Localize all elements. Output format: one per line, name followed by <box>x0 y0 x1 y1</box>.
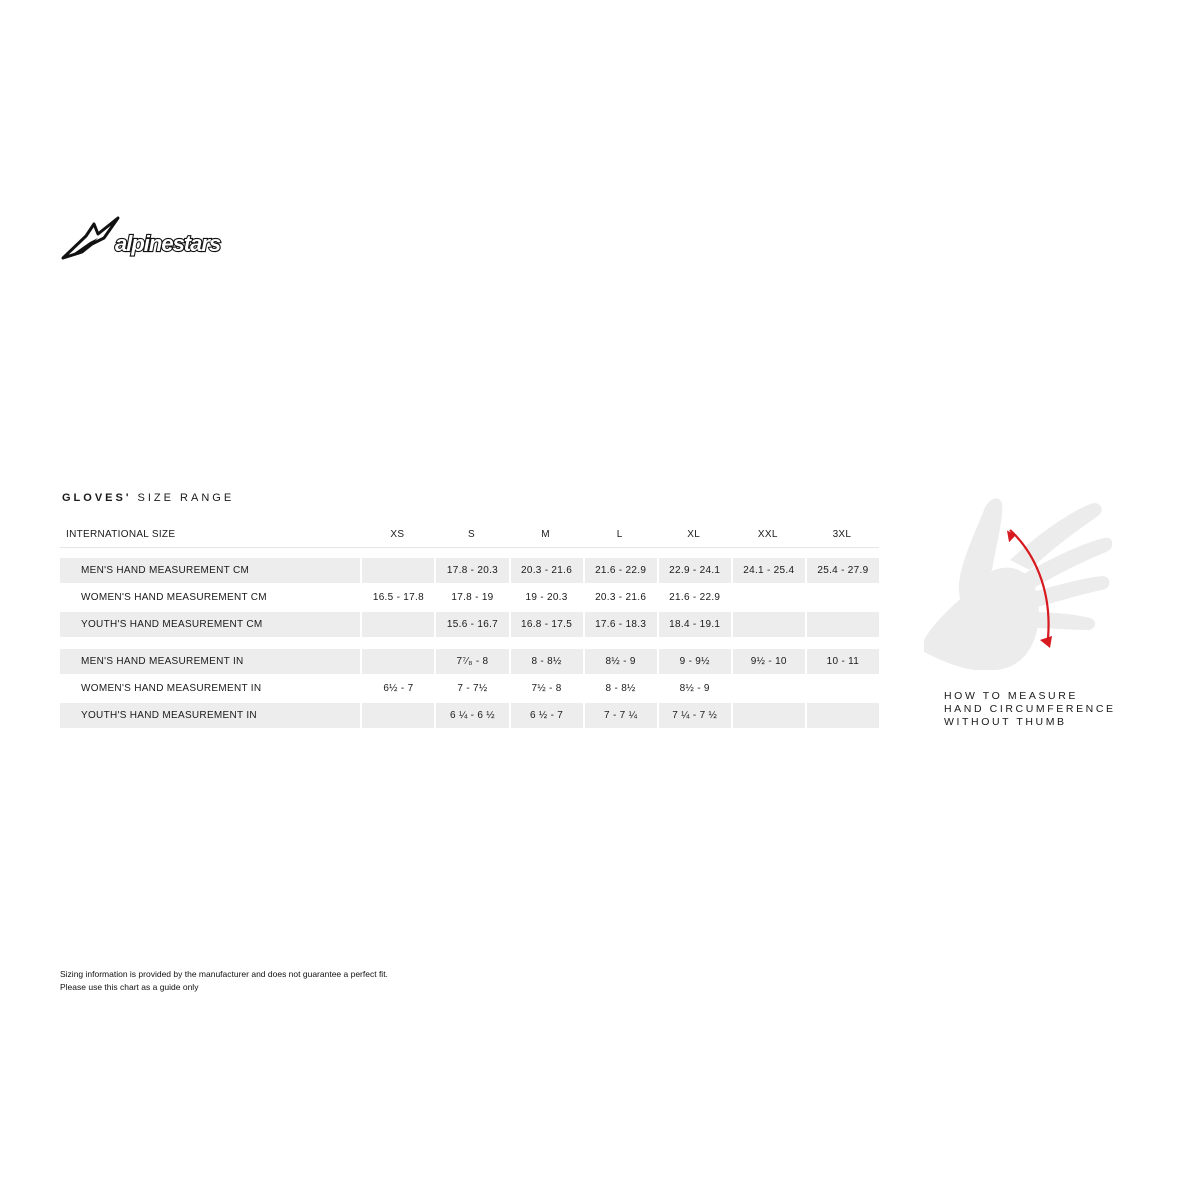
row-label: YOUTH'S HAND MEASUREMENT IN <box>60 703 360 730</box>
row-label: MEN'S HAND MEASUREMENT CM <box>60 558 360 585</box>
table-cell: 10 - 11 <box>805 649 879 676</box>
table-row <box>60 649 879 676</box>
table-cell: 7 ¼ - 7 ½ <box>657 703 731 730</box>
table-cell: 20.3 - 21.6 <box>509 558 583 585</box>
table-cell <box>360 703 434 730</box>
table-cell <box>805 585 879 612</box>
table-row <box>60 585 879 612</box>
col-header: L <box>583 521 657 548</box>
table-cell: 6 ¼ - 6 ½ <box>434 703 508 730</box>
table-cell: 7 - 7½ <box>434 676 508 703</box>
measure-line: WITHOUT THUMB <box>944 716 1067 728</box>
heading-bold: GLOVES' <box>62 492 132 504</box>
col-header: XS <box>360 521 434 548</box>
table-cell: 25.4 - 27.9 <box>805 558 879 585</box>
header-international-size: INTERNATIONAL SIZE <box>60 521 360 548</box>
table-cell <box>360 649 434 676</box>
table-cell <box>731 612 805 639</box>
col-header: M <box>509 521 583 548</box>
hand-illustration-icon <box>922 490 1112 670</box>
col-header: 3XL <box>805 521 879 548</box>
table-cell: 21.6 - 22.9 <box>657 585 731 612</box>
table-cell: 8 - 8½ <box>583 676 657 703</box>
measure-line: HAND CIRCUMFERENCE <box>944 703 1116 715</box>
alpinestars-logo <box>60 214 266 262</box>
table-cell: 6 ½ - 7 <box>509 703 583 730</box>
table-cell: 7½ - 8 <box>509 676 583 703</box>
table-row <box>60 558 879 585</box>
table-cell: 18.4 - 19.1 <box>657 612 731 639</box>
table-cell: 21.6 - 22.9 <box>583 558 657 585</box>
alpinestars-star-icon <box>60 214 266 262</box>
table-cell <box>731 703 805 730</box>
table-cell <box>805 676 879 703</box>
table-cell: 15.6 - 16.7 <box>434 612 508 639</box>
row-label: YOUTH'S HAND MEASUREMENT CM <box>60 612 360 639</box>
table-cell: 17.8 - 20.3 <box>434 558 508 585</box>
table-cell: 9½ - 10 <box>731 649 805 676</box>
table-cell <box>805 612 879 639</box>
brand-wordmark: alpinestars <box>115 231 221 256</box>
table-row <box>60 612 879 639</box>
table-cell: 17.8 - 19 <box>434 585 508 612</box>
hand-illustration <box>922 490 1112 670</box>
table-cell: 9 - 9½ <box>657 649 731 676</box>
spacer-row <box>60 639 879 649</box>
row-label: WOMEN'S HAND MEASUREMENT CM <box>60 585 360 612</box>
col-header: XL <box>657 521 731 548</box>
spacer-row <box>60 548 879 558</box>
table-cell: 8 - 8½ <box>509 649 583 676</box>
row-label: WOMEN'S HAND MEASUREMENT IN <box>60 676 360 703</box>
table-cell <box>731 585 805 612</box>
disclaimer <box>60 968 388 993</box>
table-cell: 6½ - 7 <box>360 676 434 703</box>
measure-line: HOW TO MEASURE <box>944 690 1079 702</box>
table-heading <box>62 492 234 504</box>
table-cell: 8½ - 9 <box>583 649 657 676</box>
table-cell: 7⁷⁄₈ - 8 <box>434 649 508 676</box>
disclaimer-line: Sizing information is provided by the manufacturer and does not guarantee a perfect fit. <box>60 969 388 979</box>
measure-instructions <box>944 690 1116 729</box>
disclaimer-line: Please use this chart as a guide only <box>60 981 199 992</box>
table-cell: 8½ - 9 <box>657 676 731 703</box>
table-cell <box>360 612 434 639</box>
table-cell: 24.1 - 25.4 <box>731 558 805 585</box>
row-label: MEN'S HAND MEASUREMENT IN <box>60 649 360 676</box>
table-cell: 7 - 7 ¼ <box>583 703 657 730</box>
heading-rest: SIZE RANGE <box>137 492 235 504</box>
table-cell: 17.6 - 18.3 <box>583 612 657 639</box>
table-cell <box>805 703 879 730</box>
table-cell: 20.3 - 21.6 <box>583 585 657 612</box>
table-cell: 16.5 - 17.8 <box>360 585 434 612</box>
table-cell: 19 - 20.3 <box>509 585 583 612</box>
table-cell: 22.9 - 24.1 <box>657 558 731 585</box>
col-header: S <box>434 521 508 548</box>
col-header: XXL <box>731 521 805 548</box>
table-cell: 16.8 - 17.5 <box>509 612 583 639</box>
table-cell <box>360 558 434 585</box>
table-header-row <box>60 521 879 548</box>
table-row <box>60 676 879 703</box>
table-row <box>60 703 879 730</box>
size-table <box>60 521 879 730</box>
table-cell <box>731 676 805 703</box>
